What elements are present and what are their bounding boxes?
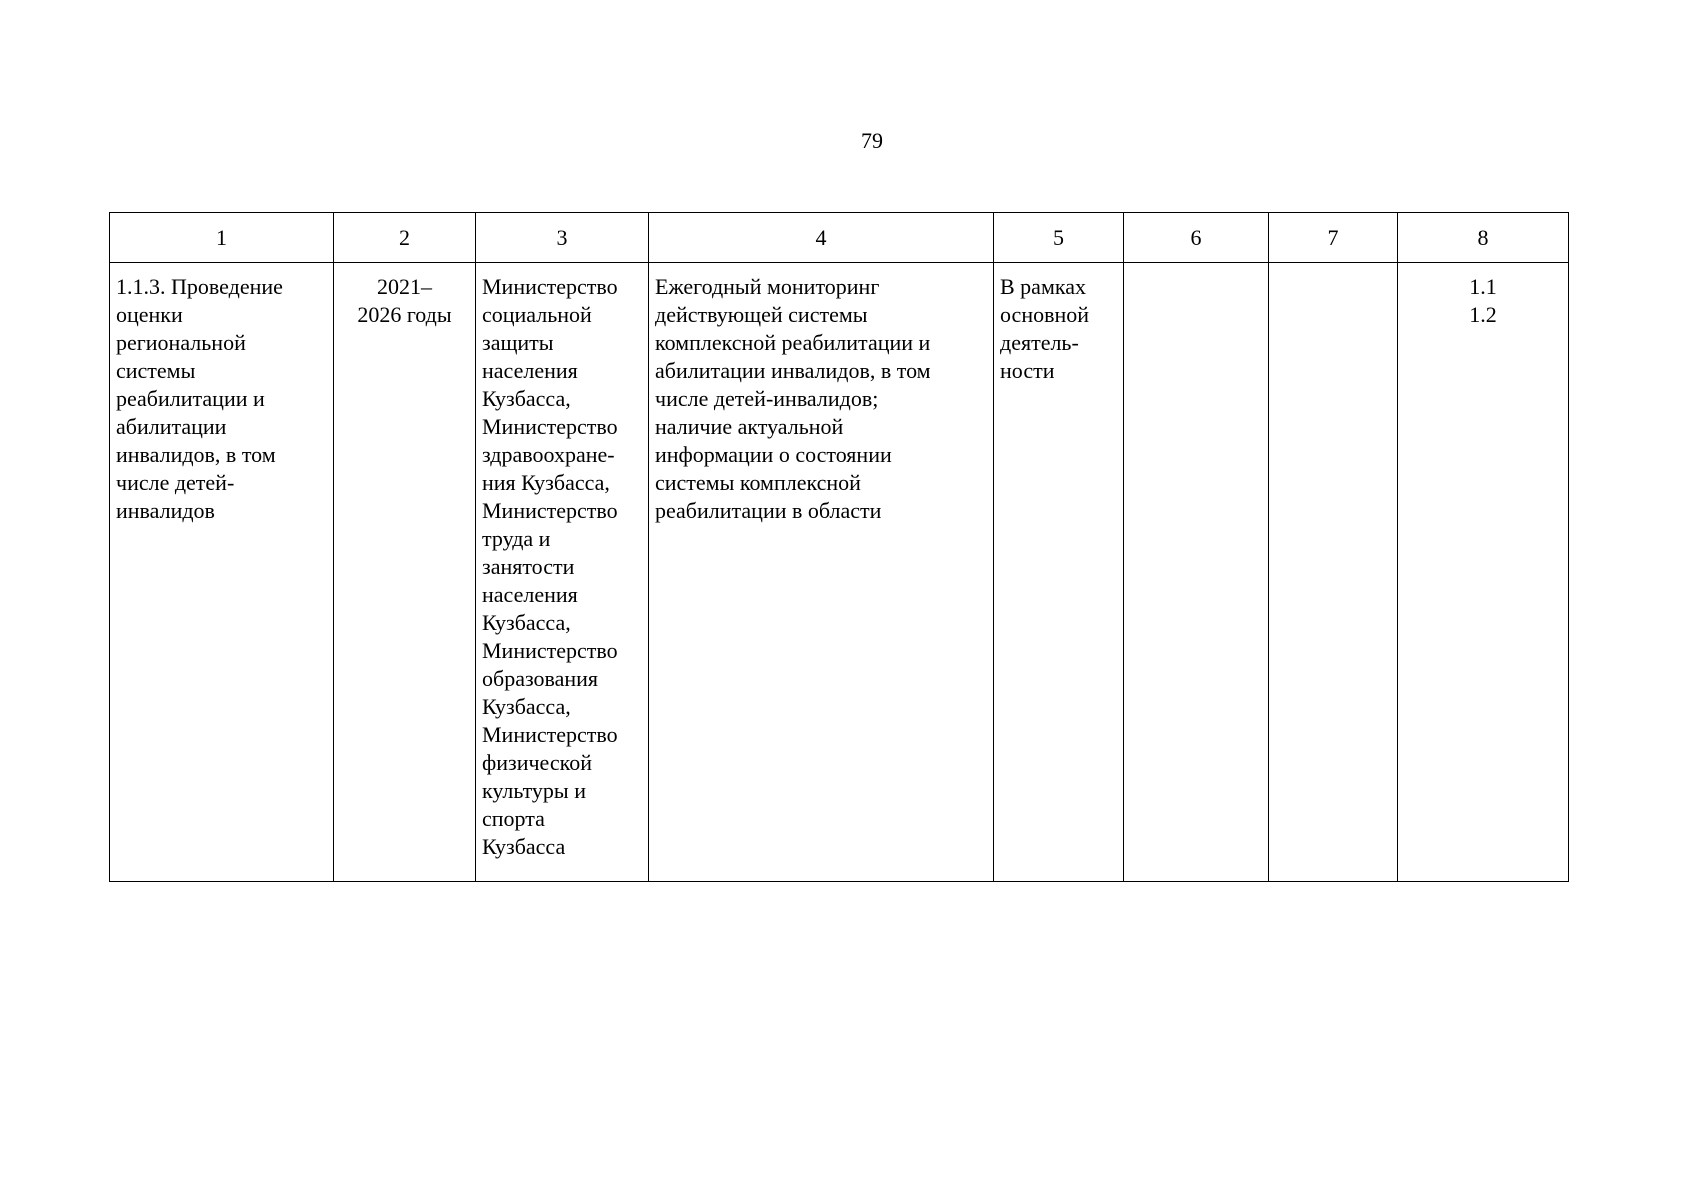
responsible-executors-cell: Министерство социальной защиты населения Кузбасса, Министерство здравоохране- ния Кузбасса, Министерство труда и занятости населения Кузбасса, Министерство образования Кузбасса, Министерство физической культуры и спорта Кузбасса [476, 263, 649, 882]
cell-col-6 [1124, 263, 1269, 882]
measure-name-cell: 1.1.3. Проведение оценки региональной системы реабилитации и абилитации инвалидов, в том числе детей- инвалидов [110, 263, 334, 882]
header-cell-3: 3 [476, 213, 649, 263]
header-cell-2: 2 [334, 213, 476, 263]
indicator-link-cell: 1.1 1.2 [1398, 263, 1569, 882]
header-cell-1: 1 [110, 213, 334, 263]
header-cell-8: 8 [1398, 213, 1569, 263]
table-header-row [110, 213, 1569, 263]
header-cell-4: 4 [649, 213, 994, 263]
period-cell: 2021– 2026 годы [334, 263, 476, 882]
header-cell-6: 6 [1124, 213, 1269, 263]
page-number: 79 [861, 128, 883, 153]
measures-table [109, 212, 1569, 882]
funding-source-cell: В рамках основной деятель- ности [994, 263, 1124, 882]
table-row [110, 263, 1569, 882]
header-cell-7: 7 [1269, 213, 1398, 263]
header-cell-5: 5 [994, 213, 1124, 263]
cell-col-7 [1269, 263, 1398, 882]
expected-result-cell: Ежегодный мониторинг действующей системы комплексной реабилитации и абилитации инвалидов, в том числе детей-инвалидов; наличие актуальной информации о состоянии системы комплексной реабилитации в области [649, 263, 994, 882]
